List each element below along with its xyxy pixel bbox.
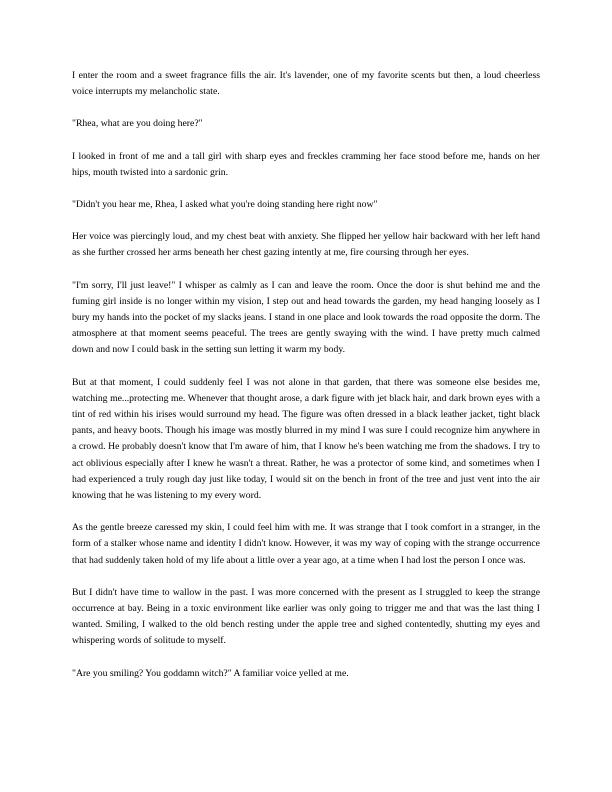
paragraph-9: But I didn't have time to wallow in the past. I was more concerned with the present as I struggled to keep the strange occurrence at bay. Being in a toxic environment like earlier was only going to trigger me and that was the last thing I wanted. Smiling, I walked to the old bench resting under the apple tree and sighed contentedly, shutting my eyes and whispering words of solitude to myself. xyxy=(72,586,540,647)
paragraph-6: "I'm sorry, I'll just leave!" I whisper as calmly as I can and leave the room. Once the door is shut behind me and the fuming girl inside is no longer within my vision, I step out and head towards the garden, my head hanging loosely as I bury my hands into the pocket of my slacks jeans. I stand in one place and look towards the road opposite the dorm. The atmosphere at that moment seems peaceful. The trees are gently swaying with the wind. I have pretty much calmed down and now I could bask in the setting sun letting it warm my body. xyxy=(72,279,540,356)
paragraph-3: I looked in front of me and a tall girl with sharp eyes and freckles cramming her face stood before me, hands on her hips, mouth twisted into a sardonic grin. xyxy=(72,150,540,178)
paragraph-2: "Rhea, what are you doing here?" xyxy=(72,118,203,130)
paragraph-8: As the gentle breeze caressed my skin, I could feel him with me. It was strange that I took comfort in a stranger, in the form of a stalker whose name and identity I didn't know. However, it was my way of coping with the strange occurrence that had suddenly taken hold of my life about a little over a year ago, at a time when I had lost the person I once was. xyxy=(72,522,540,566)
paragraph-5: Her voice was piercingly loud, and my chest beat with anxiety. She flipped her yellow hair backward with her left hand as she further crossed her arms beneath her chest gazing intently at me, fire coursing through her eyes. xyxy=(72,231,540,259)
story-text xyxy=(72,68,540,682)
paragraph-10: "Are you smiling? You goddamn witch?" A familiar voice yelled at me. xyxy=(72,667,349,679)
paragraph-4: "Didn't you hear me, Rhea, I asked what you're doing standing here right now" xyxy=(72,199,378,211)
paragraph-1: I enter the room and a sweet fragrance fills the air. It's lavender, one of my favorite scents but then, a loud cheerless voice interrupts my melancholic state. xyxy=(72,70,540,98)
paragraph-7: But at that moment, I could suddenly feel I was not alone in that garden, that there was someone else besides me, watching me...protecting me. Whenever that thought arose, a dark figure with jet black hair, and dark brown eyes with a tint of red within his irises would surround my head. The figure was often dressed in a black leather jacket, tight black pants, and heavy boots. Though his image was mostly blurred in my mind I was sure I could recognize him anywhere in a crowd. He probably doesn't know that I'm aware of him, that I know he's been watching me from the shadows. I try to act oblivious especially after I knew he wasn't a threat. Rather, he was a protector of some kind, and sometimes when I had experienced a truly rough day just like today, I would sit on the bench in front of the tree and just vent into the air knowing that he was listening to my every word. xyxy=(72,376,540,502)
